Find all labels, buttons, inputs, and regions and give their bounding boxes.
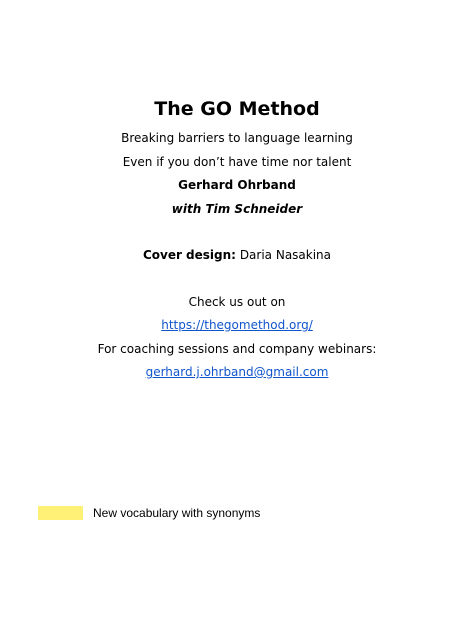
cover-design-credit bbox=[0, 248, 474, 262]
email-line bbox=[0, 365, 474, 379]
email-link[interactable]: gerhard.j.ohrband@gmail.com bbox=[145, 365, 329, 379]
coauthor-name: with Tim Schneider bbox=[171, 202, 303, 216]
legend-label: New vocabulary with synonyms bbox=[93, 506, 261, 520]
cover-design-label: Cover design: bbox=[142, 248, 236, 262]
author-name: Gerhard Ohrband bbox=[178, 178, 296, 192]
website-link[interactable]: https://thegomethod.org/ bbox=[161, 318, 313, 332]
coaching-text: For coaching sessions and company webinars: bbox=[97, 342, 377, 356]
cover-designer-name: Daria Nasakina bbox=[239, 248, 332, 262]
book-title: The GO Method bbox=[154, 98, 320, 120]
highlight-swatch bbox=[38, 506, 83, 520]
subtitle-line-1: Breaking barriers to language learning bbox=[121, 131, 353, 145]
check-us-out-text: Check us out on bbox=[188, 295, 286, 309]
vocabulary-legend bbox=[38, 505, 260, 521]
subtitle-line-2: Even if you don’t have time nor talent bbox=[122, 155, 352, 169]
website-line bbox=[0, 318, 474, 332]
